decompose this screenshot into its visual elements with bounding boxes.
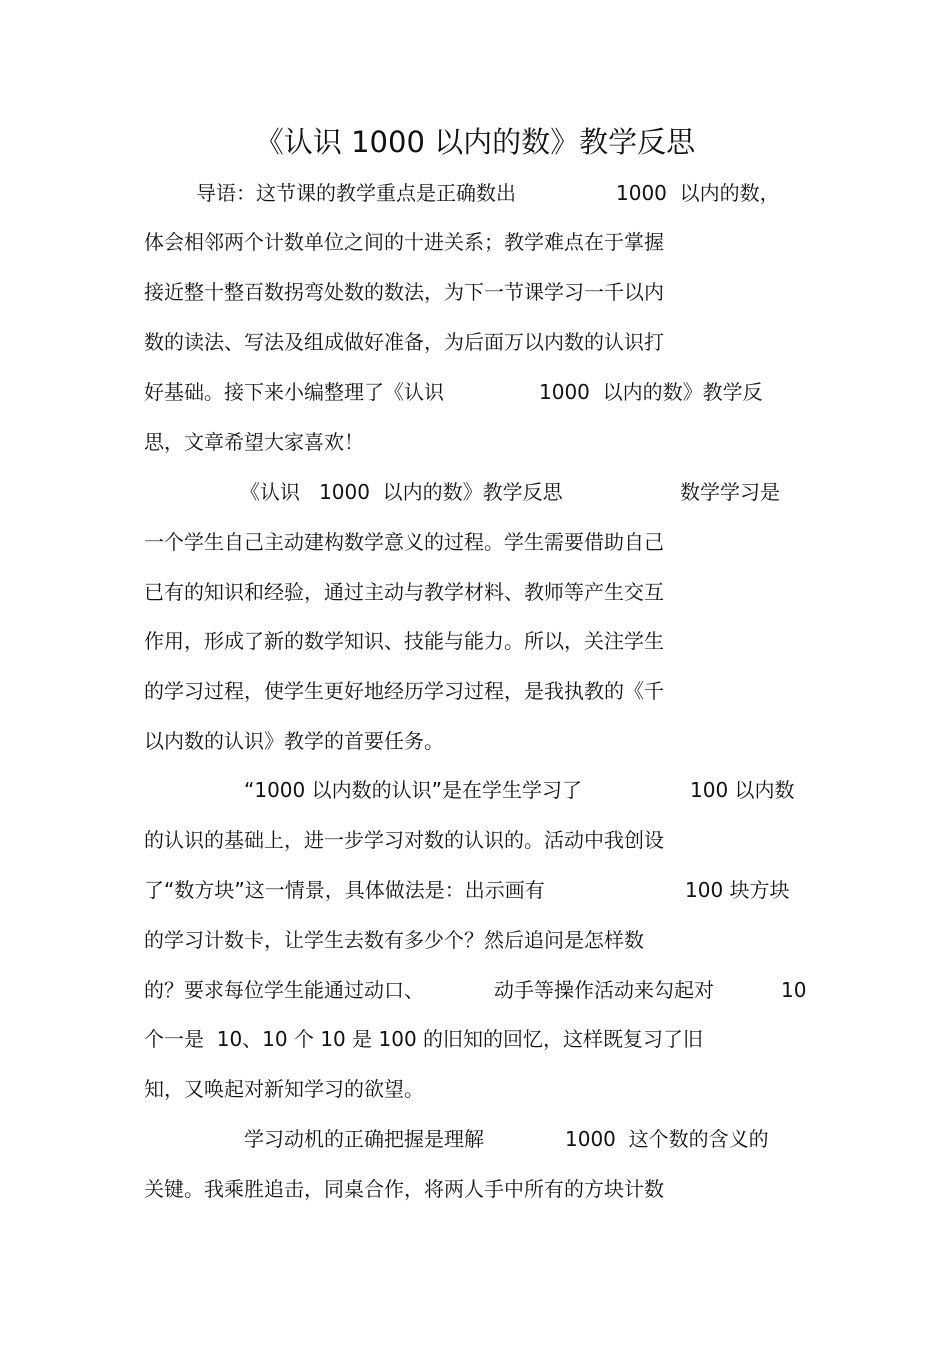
intro-line-2: 体会相邻两个计数单位之间的十进关系；教学难点在于掌握 xyxy=(144,230,664,254)
para2-line-5a: 的？要求每位学生能通过动口、 xyxy=(144,978,424,1002)
para2-line-1a: “1000 以内数的认识”是在学生学习了 xyxy=(244,778,582,802)
para2-line-5b: 动手等操作活动来勾起对 xyxy=(494,978,714,1002)
intro-line-5a: 好基础。接下来小编整理了《认识 xyxy=(144,380,444,404)
para2-line-1b: 100 以内数 xyxy=(690,778,795,802)
para1-line-3: 已有的知识和经验，通过主动与教学材料、教师等产生交互 xyxy=(144,580,664,604)
intro-line-1b: 1000 以内的数， xyxy=(616,181,780,205)
intro-line-5b: 1000 以内的数》教学反 xyxy=(539,380,763,404)
para1-line-1b: 数学学习是 xyxy=(680,480,780,504)
para1-line-5: 的学习过程，使学生更好地经历学习过程，是我执教的《千 xyxy=(144,679,664,703)
para2-line-3b: 100 块方块 xyxy=(685,878,790,902)
para3-line-2: 关键。我乘胜追击，同桌合作，将两人手中所有的方块计数 xyxy=(144,1177,664,1201)
para2-line-3a: 了“数方块”这一情景，具体做法是：出示画有 xyxy=(144,878,545,902)
para2-line-6: 个一是 10、10 个 10 是 100 的旧知的回忆，这样既复习了旧 xyxy=(144,1027,704,1051)
document-title: 《认识 1000 以内的数》教学反思 xyxy=(254,125,696,159)
para1-line-2: 一个学生自己主动建构数学意义的过程。学生需要借助自己 xyxy=(144,530,664,554)
intro-line-1a: 导语：这节课的教学重点是正确数出 xyxy=(196,181,516,205)
para3-line-1a: 学习动机的正确把握是理解 xyxy=(244,1127,484,1151)
intro-line-4: 数的读法、写法及组成做好准备，为后面万以内数的认识打 xyxy=(144,330,664,354)
para1-line-6: 以内数的认识》教学的首要任务。 xyxy=(144,729,444,753)
para1-line-1a: 《认识 1000 以内的数》教学反思 xyxy=(240,480,563,504)
para3-line-1b: 1000 这个数的含义的 xyxy=(565,1127,769,1151)
para2-line-7: 知，又唤起对新知学习的欲望。 xyxy=(144,1077,424,1101)
para2-line-5c: 10 xyxy=(781,978,807,1002)
intro-line-6: 思，文章希望大家喜欢！ xyxy=(144,430,364,454)
para2-line-4: 的学习计数卡，让学生去数有多少个？然后追问是怎样数 xyxy=(144,928,644,952)
para1-line-4: 作用，形成了新的数学知识、技能与能力。所以，关注学生 xyxy=(144,629,664,653)
para2-line-2: 的认识的基础上，进一步学习对数的认识的。活动中我创设 xyxy=(144,828,664,852)
intro-line-3: 接近整十整百数拐弯处数的数法，为下一节课学习一千以内 xyxy=(144,280,664,304)
